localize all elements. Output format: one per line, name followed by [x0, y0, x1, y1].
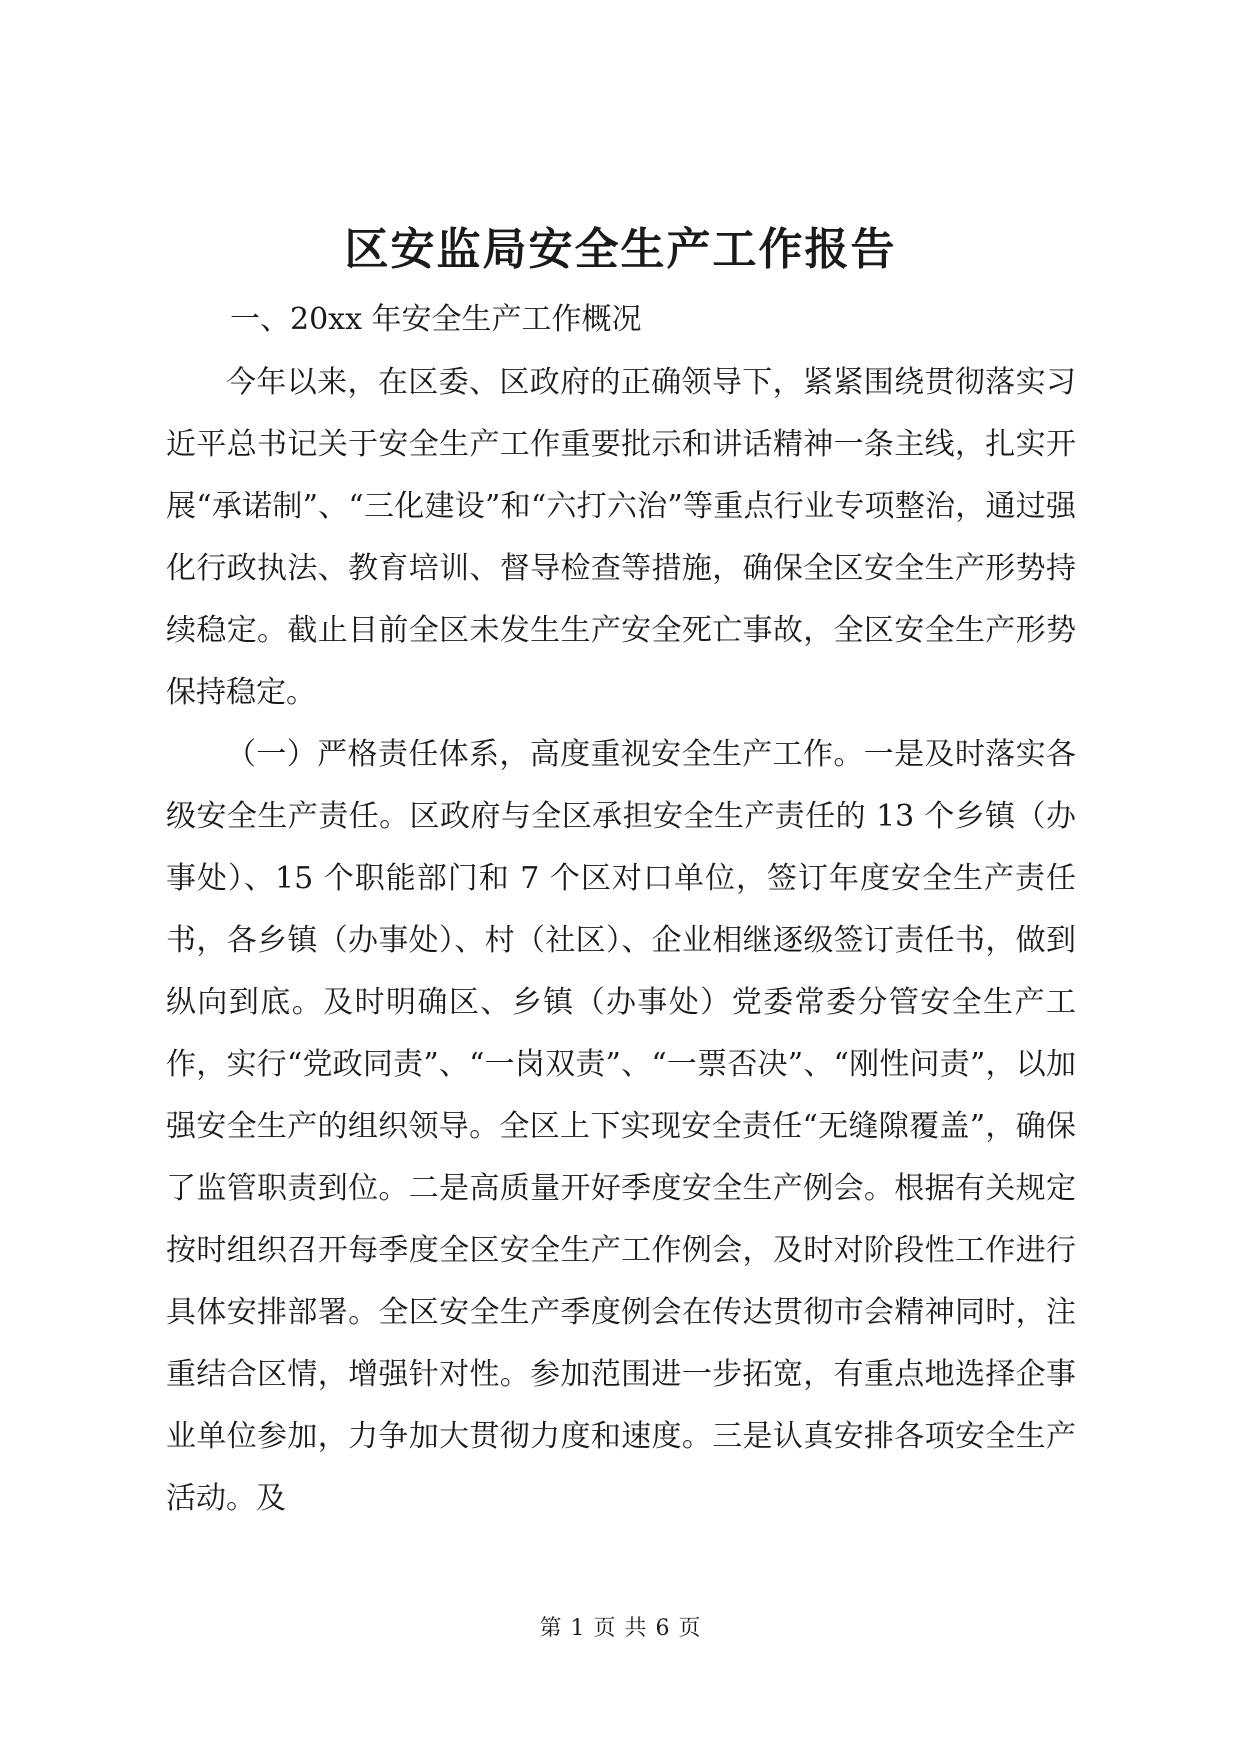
- page-number: 第 1 页 共 6 页: [539, 1616, 702, 1641]
- section-heading: 一、20xx 年安全生产工作概况: [230, 302, 642, 337]
- body-paragraph-responsibility: （一）严格责任体系，高度重视安全生产工作。一是及时落实各级安全生产责任。区政府与全区承担安全生产责任的 13 个乡镇（办事处）、15 个职能部门和 7 个区对口单位，签订年度安全生产责任书，各乡镇（办事处）、村（社区）、企业相继逐级签订责任书，做到纵向到底。及时明确区、乡镇（办事处）党委常委分管安全生产工作，实行“党政同责”、“一岗双责”、“一票否决”、“刚性问责”，以加强安全生产的组织领导。全区上下实现安全责任“无缝隙覆盖”，确保了监管职责到位。二是高质量开好季度安全生产例会。根据有关规定按时组织召开每季度全区安全生产工作例会，及时对阶段性工作进行具体安排部署。全区安全生产季度例会在传达贯彻市会精神同时，注重结合区情，增强针对性。参加范围进一步拓宽，有重点地选择企事业单位参加，力争加大贯彻力度和速度。三是认真安排各项安全生产活动。及: [166, 737, 1076, 1516]
- document-title: 区安监局安全生产工作报告: [344, 224, 897, 275]
- body-paragraph-overview: 今年以来，在区委、区政府的正确领导下，紧紧围绕贯彻落实习近平总书记关于安全生产工作重要批示和讲话精神一条主线，扎实开展“承诺制”、“三化建设”和“六打六治”等重点行业专项整治，通过强化行政执法、教育培训、督导检查等措施，确保全区安全生产形势持续稳定。截止目前全区未发生生产安全死亡事故，全区安全生产形势保持稳定。: [166, 365, 1076, 710]
